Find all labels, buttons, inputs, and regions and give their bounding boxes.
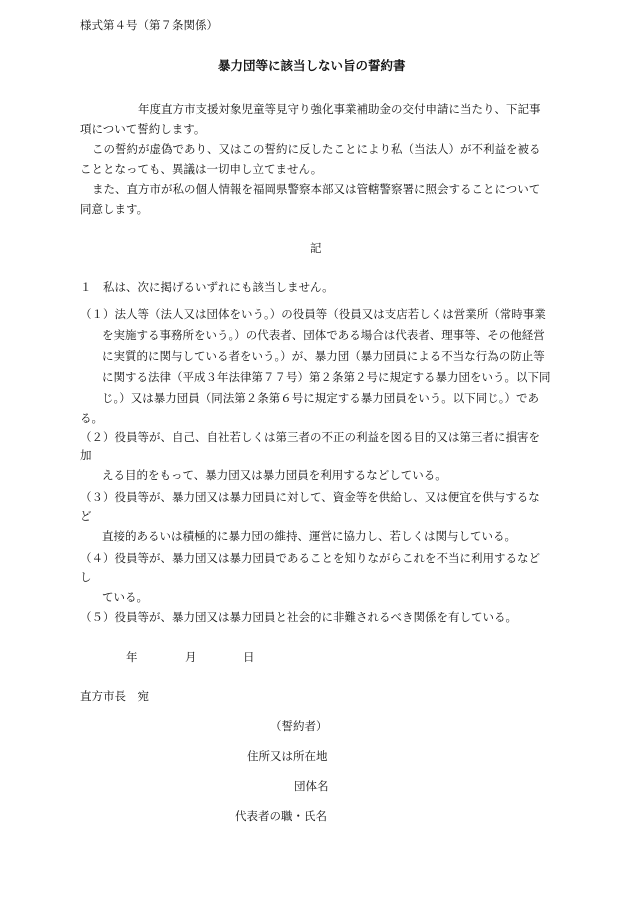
form-number: 様式第４号（第７条関係） (80, 18, 218, 32)
list-line: （４）役員等が、暴力団又は暴力団員であることを知りながらこれを不当に利用するなど (80, 551, 540, 565)
date-year: 年 (126, 650, 138, 664)
intro-line: 同意します。 (80, 202, 149, 216)
intro-line: 年度直方市支援対象児童等見守り強化事業補助金の交付申請に当たり、下記事 (138, 102, 541, 116)
date-month: 月 (185, 650, 197, 664)
section-1-heading: １ 私は、次に掲げるいずれにも該当しません。 (80, 280, 334, 294)
list-line: じ。）又は暴力団員（同法第２条第６号に規定する暴力団員をいう。以下同じ。）であ (102, 391, 539, 405)
ki-heading: 記 (310, 241, 322, 255)
date-day: 日 (243, 650, 255, 664)
list-line: （３）役員等が、暴力団又は暴力団員に対して、資金等を供給し、又は便宜を供与するな (80, 490, 540, 504)
addressee: 直方市長 宛 (80, 689, 149, 703)
intro-line: 項について誓約します。 (80, 122, 206, 136)
intro-line: こととなっても、異議は一切申し立てません。 (80, 162, 323, 176)
list-line: （１）法人等（法人又は団体をいう。）の役員等（役員又は支店若しくは営業所（常時事業 (80, 307, 546, 321)
intro-line: また、直方市が私の個人情報を福岡県警察本部又は管轄警察署に照会することについて (92, 182, 541, 196)
list-line: に実質的に関与している者をいう。）が、暴力団（暴力団員による不当な行為の防止等 (102, 349, 545, 363)
list-line: し (80, 570, 92, 584)
list-line: に関する法律（平成３年法律第７７号）第２条第２号に規定する暴力団をいう。以下同 (102, 370, 551, 384)
list-line: 直接的あるいは積極的に暴力団の維持、運営に協力し、若しくは関与している。 (102, 529, 516, 543)
document-title: 暴力団等に該当しない旨の誓約書 (218, 58, 406, 73)
list-line: 加 (80, 448, 92, 462)
list-line: ている。 (102, 590, 148, 604)
list-line: （５）役員等が、暴力団又は暴力団員と社会的に非難されるべき関係を有している。 (80, 610, 517, 624)
list-line: る。 (80, 411, 103, 425)
intro-line: この誓約が虚偽であり、又はこの誓約に反したことにより私（当法人）が不利益を被る (92, 142, 541, 156)
representative-label: 代表者の職・氏名 (235, 809, 327, 823)
address-label: 住所又は所在地 (247, 749, 328, 763)
list-line: （２）役員等が、自己、自社若しくは第三者の不正の利益を図る目的又は第三者に損害を (80, 430, 540, 444)
pledger-label: （誓約者） (270, 719, 328, 733)
list-line: ど (80, 509, 92, 523)
group-name-label: 団体名 (294, 779, 329, 793)
list-line: える目的をもって、暴力団又は暴力団員を利用するなどしている。 (102, 468, 447, 482)
list-line: を実施する事務所をいう。）の代表者、団体である場合は代表者、理事等、その他経営 (102, 328, 545, 342)
